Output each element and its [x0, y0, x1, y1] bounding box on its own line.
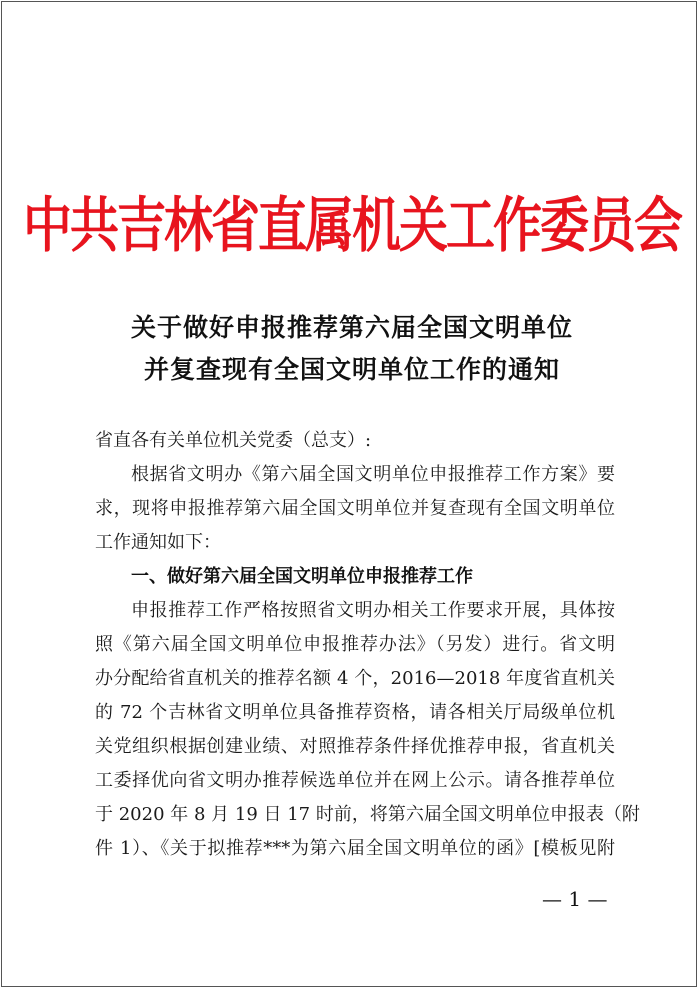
letterhead-organization: 中共吉林省直属机关工作委员会: [22, 191, 681, 261]
document-title-line-1: 关于做好申报推荐第六届全国文明单位: [130, 313, 573, 342]
paragraph-line: 工委择优向省文明办推荐候选单位并在网上公示。请各推荐单位: [95, 770, 615, 791]
paragraph-line: 工作通知如下：: [95, 532, 221, 553]
paragraph-line: 办分配给省直机关的推荐名额 4 个，2016—2018 年度省直机关: [95, 668, 615, 689]
paragraph-intro: [95, 458, 615, 560]
paragraph-section-1: [95, 594, 640, 866]
page-number: — 1 —: [542, 887, 608, 911]
section-heading-1: 一、做好第六届全国文明单位申报推荐工作: [131, 566, 473, 587]
salutation-text: 省直各有关单位机关党委（总支）:: [95, 430, 372, 451]
document-title-line-2: 并复查现有全国文明单位工作的通知: [143, 355, 560, 384]
paragraph-line: 根据省文明办《第六届全国文明单位申报推荐工作方案》要: [131, 464, 615, 485]
paragraph-line: 申报推荐工作严格按照省文明办相关工作要求开展，具体按: [131, 600, 615, 621]
paragraph-line: 件 1）、《关于拟推荐***为第六届全国文明单位的函》[模板见附: [95, 838, 615, 859]
paragraph-line: 求，现将申报推荐第六届全国文明单位并复查现有全国文明单位: [95, 498, 615, 519]
paragraph-line: 的 72 个吉林省文明单位具备推荐资格，请各相关厅局级单位机: [95, 702, 615, 723]
paragraph-line: 关党组织根据创建业绩、对照推荐条件择优推荐申报，省直机关: [95, 736, 615, 757]
paragraph-line: 于 2020 年 8 月 19 日 17 时前，将第六届全国文明单位申报表（附: [95, 804, 640, 825]
paragraph-line: 照《第六届全国文明单位申报推荐办法》（另发）进行。省文明: [95, 634, 615, 655]
salutation: [95, 424, 615, 458]
document-page: [1, 1, 697, 987]
